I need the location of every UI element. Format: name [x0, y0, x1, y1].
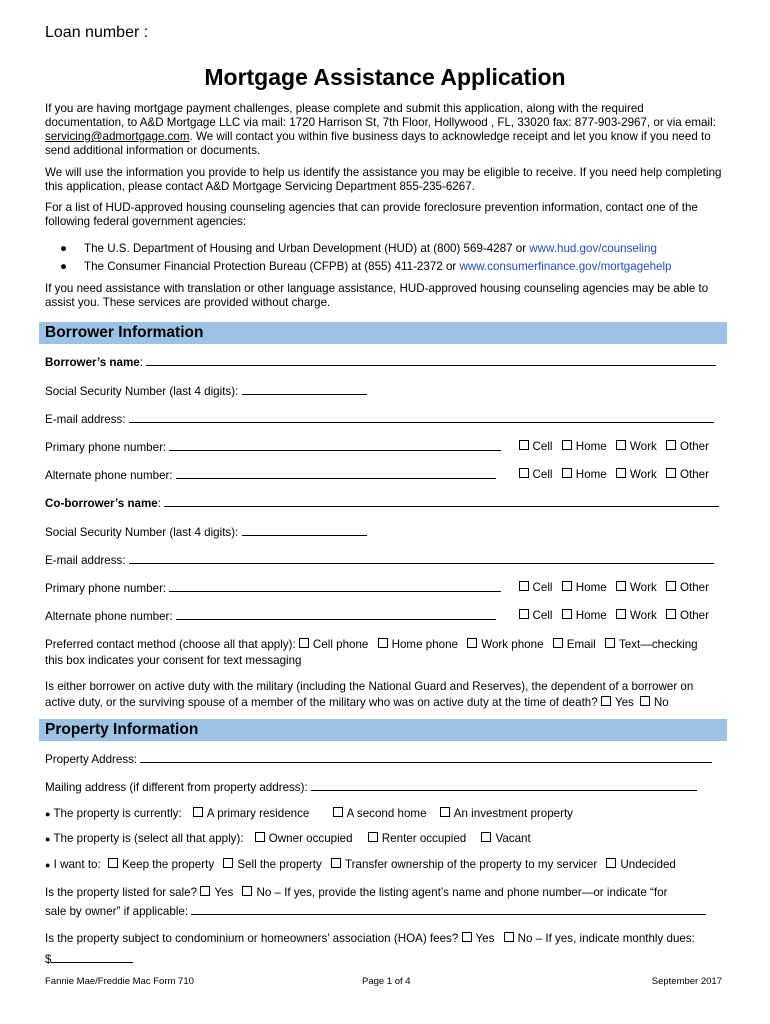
hud-link[interactable]: www.hud.gov/counseling	[529, 242, 657, 255]
contact-cell-phone[interactable]: Cell phone	[299, 636, 368, 654]
listed-question: Is the property listed for sale?	[45, 886, 198, 899]
borrower-primary-phone-row	[45, 438, 725, 456]
bullet-icon: ●	[60, 242, 68, 255]
checkbox-icon[interactable]	[193, 807, 203, 817]
borrower-email-field[interactable]	[129, 410, 714, 423]
intent-label: I want to:	[53, 858, 101, 871]
hoa-no[interactable]: No – If yes, indicate monthly dues:	[504, 930, 695, 948]
borrower-section-heading: Borrower Information	[39, 322, 727, 344]
currently-investment-property[interactable]: An investment property	[440, 805, 573, 823]
borrower-name-label: Borrower’s name	[45, 356, 140, 369]
listing-agent-label: sale by owner” if applicable:	[45, 905, 189, 918]
mailing-address-label: Mailing address (if different from property address):	[45, 781, 308, 794]
servicing-email-link[interactable]: servicing@admortgage.com	[45, 130, 190, 143]
phone-type-home[interactable]: Home	[562, 466, 607, 484]
military-no[interactable]: No	[640, 695, 669, 711]
page-title: Mortgage Assistance Application	[204, 64, 566, 90]
currently-primary-residence[interactable]: A primary residence	[193, 805, 309, 823]
contact-work-phone[interactable]: Work phone	[467, 636, 543, 654]
mailing-address-field[interactable]	[311, 778, 697, 791]
email-label: E-mail address:	[45, 413, 126, 426]
checkbox-icon[interactable]	[562, 581, 572, 591]
checkbox-icon[interactable]	[553, 638, 563, 648]
checkbox-icon[interactable]	[440, 807, 450, 817]
property-address-row	[45, 750, 725, 768]
checkbox-icon[interactable]	[519, 440, 529, 450]
intro-paragraph-1	[45, 102, 725, 158]
checkbox-icon[interactable]	[519, 581, 529, 591]
coborrower-ssn-field[interactable]	[242, 523, 367, 536]
checkbox-icon[interactable]	[601, 696, 611, 706]
intro-p1-text: If you are having mortgage payment challenges, please complete and submit this application, along with the required documentation, to A&D Mortgage LLC via mail: 1720 Harrison St, 7th Floor, Hollywood , FL, 33020 fax: 877-903-2967, or via email:	[45, 102, 716, 129]
intro-paragraph-2: We will use the information you provide to help us identify the assistance you may be eligible to receive. If you need help completing this application, please contact A&D Mortgage Servicing Department 855-235-6267.	[45, 166, 722, 193]
checkbox-icon[interactable]	[504, 932, 514, 942]
checkbox-icon[interactable]	[562, 609, 572, 619]
hoa-row	[45, 930, 725, 948]
vacant[interactable]: Vacant	[481, 830, 530, 848]
phone-type-other[interactable]: Other	[666, 466, 709, 484]
cfpb-text: The Consumer Financial Protection Bureau (CFPB) at (855) 411-2372 or	[84, 260, 460, 273]
coborrower-ssn-row	[45, 523, 725, 541]
property-is-row	[45, 830, 725, 848]
checkbox-icon[interactable]	[200, 886, 210, 896]
borrower-primary-phone-field[interactable]	[169, 438, 501, 451]
coborrower-primary-phone-row	[45, 579, 725, 597]
checkbox-icon[interactable]	[616, 581, 626, 591]
hoa-dues-row	[45, 950, 725, 968]
property-section-heading: Property Information	[39, 719, 727, 741]
checkbox-icon[interactable]	[378, 638, 388, 648]
checkbox-icon[interactable]	[299, 638, 309, 648]
coborrower-alternate-phone-row	[45, 607, 725, 625]
checkbox-icon[interactable]	[666, 581, 676, 591]
intro-p1-text-cont: . We will contact you within five business days to acknowledge receipt and let you know if you need to send additional information or documents.	[45, 130, 711, 157]
coborrower-name-label: Co-borrower’s name	[45, 497, 158, 510]
text-consent-note: this box indicates your consent for text messaging	[45, 654, 302, 667]
sell-property[interactable]: Sell the property	[223, 856, 321, 874]
listed-yes[interactable]: Yes	[200, 884, 233, 902]
phone-type-other[interactable]: Other	[666, 438, 709, 456]
coborrower-email-row	[45, 551, 725, 569]
checkbox-icon[interactable]	[333, 807, 343, 817]
coborrower-primary-phone-field[interactable]	[169, 579, 501, 592]
phone-type-home[interactable]: Home	[562, 607, 607, 625]
primary-phone-label: Primary phone number:	[45, 441, 167, 454]
checkbox-icon[interactable]	[562, 440, 572, 450]
contact-email[interactable]: Email	[553, 636, 596, 654]
phone-type-home[interactable]: Home	[562, 579, 607, 597]
hoa-yes[interactable]: Yes	[462, 930, 495, 948]
phone-type-cell[interactable]: Cell	[519, 579, 553, 597]
primary-phone-label: Primary phone number:	[45, 582, 167, 595]
bullet-icon: ●	[45, 809, 51, 819]
loan-number-label: Loan number :	[45, 24, 149, 41]
phone-type-options	[519, 466, 715, 484]
phone-type-work[interactable]: Work	[616, 466, 657, 484]
phone-type-cell[interactable]: Cell	[519, 438, 553, 456]
footer-form-id: Fannie Mae/Freddie Mac Form 710	[45, 976, 194, 987]
checkbox-icon[interactable]	[666, 468, 676, 478]
owner-occupied[interactable]: Owner occupied	[255, 830, 353, 848]
agency-bullet-hud	[60, 242, 657, 256]
contact-home-phone[interactable]: Home phone	[378, 636, 458, 654]
borrower-name-row	[45, 353, 725, 371]
coborrower-name-row	[45, 494, 725, 512]
phone-type-work[interactable]: Work	[616, 438, 657, 456]
currently-second-home[interactable]: A second home	[333, 805, 427, 823]
checkbox-icon[interactable]	[331, 858, 341, 868]
contact-text[interactable]: Text—checking	[605, 636, 698, 654]
colon: :	[157, 497, 161, 510]
listed-for-sale-row	[45, 884, 725, 902]
listing-agent-field[interactable]	[191, 902, 706, 915]
bullet-icon: ●	[45, 834, 51, 844]
phone-type-options	[519, 438, 715, 456]
military-yes[interactable]: Yes	[601, 695, 634, 711]
phone-type-options	[519, 607, 715, 625]
alternate-phone-label: Alternate phone number:	[45, 610, 173, 623]
borrower-name-field[interactable]	[146, 353, 716, 366]
phone-type-options	[519, 579, 715, 597]
checkbox-icon[interactable]	[616, 468, 626, 478]
borrower-alternate-phone-row	[45, 466, 725, 484]
phone-type-cell[interactable]: Cell	[519, 466, 553, 484]
ssn-label: Social Security Number (last 4 digits):	[45, 385, 239, 398]
bullet-icon: ●	[60, 260, 68, 273]
checkbox-icon[interactable]	[368, 832, 378, 842]
borrower-alternate-phone-field[interactable]	[176, 466, 496, 479]
intro-paragraph-3: For a list of HUD-approved housing counseling agencies that can provide foreclosure prevention information, contact one of the following federal government agencies:	[45, 201, 698, 228]
intent-row	[45, 856, 725, 874]
agency-bullet-cfpb	[60, 260, 672, 274]
footer-date: September 2017	[651, 976, 722, 987]
property-address-label: Property Address:	[45, 753, 138, 766]
bullet-icon: ●	[45, 860, 51, 870]
checkbox-icon[interactable]	[242, 886, 252, 896]
checkbox-icon[interactable]	[108, 858, 118, 868]
phone-type-other[interactable]: Other	[666, 607, 709, 625]
borrower-ssn-row	[45, 382, 725, 400]
phone-type-home[interactable]: Home	[562, 438, 607, 456]
transfer-ownership[interactable]: Transfer ownership of the property to my servicer	[331, 856, 597, 874]
checkbox-icon[interactable]	[616, 440, 626, 450]
mailing-address-row	[45, 778, 725, 796]
undecided[interactable]: Undecided	[606, 856, 675, 874]
checkbox-icon[interactable]	[606, 858, 616, 868]
coborrower-alternate-phone-field[interactable]	[176, 607, 496, 620]
checkbox-icon[interactable]	[616, 609, 626, 619]
renter-occupied[interactable]: Renter occupied	[368, 830, 466, 848]
checkbox-icon[interactable]	[462, 932, 472, 942]
alternate-phone-label: Alternate phone number:	[45, 469, 173, 482]
checkbox-icon[interactable]	[223, 858, 233, 868]
ssn-label: Social Security Number (last 4 digits):	[45, 526, 239, 539]
keep-property[interactable]: Keep the property	[108, 856, 214, 874]
checkbox-icon[interactable]	[605, 638, 615, 648]
phone-type-cell[interactable]: Cell	[519, 607, 553, 625]
checkbox-icon[interactable]	[666, 440, 676, 450]
checkbox-icon[interactable]	[519, 468, 529, 478]
borrower-email-row	[45, 410, 725, 428]
email-label: E-mail address:	[45, 554, 126, 567]
phone-type-work[interactable]: Work	[616, 579, 657, 597]
checkbox-icon[interactable]	[562, 468, 572, 478]
phone-type-work[interactable]: Work	[616, 607, 657, 625]
property-address-field[interactable]	[140, 750, 712, 763]
military-question-text: Is either borrower on active duty with the military (including the National Guard and Reserves), the dependent of a borrower on active duty, or the surviving spouse of a member of the military who was on active duty at the time of death?	[45, 680, 694, 709]
checkbox-icon[interactable]	[666, 609, 676, 619]
dollar-sign: $	[45, 953, 52, 966]
intro-paragraph-4: If you need assistance with translation or other language assistance, HUD-approved housing counseling agencies may be able to assist you. These services are provided without charge.	[45, 282, 709, 309]
hoa-question: Is the property subject to condominium or homeowners’ association (HOA) fees?	[45, 932, 459, 945]
listing-agent-row	[45, 902, 725, 920]
checkbox-icon[interactable]	[519, 609, 529, 619]
property-is-label: The property is (select all that apply):	[53, 832, 244, 845]
colon: :	[139, 356, 143, 369]
coborrower-name-field[interactable]	[164, 494, 719, 507]
checkbox-icon[interactable]	[467, 638, 477, 648]
property-currently-row	[45, 805, 725, 823]
footer-page-number: Page 1 of 4	[362, 976, 411, 987]
borrower-ssn-field[interactable]	[242, 382, 367, 395]
checkbox-icon[interactable]	[481, 832, 491, 842]
property-currently-label: The property is currently:	[53, 807, 182, 820]
checkbox-icon[interactable]	[255, 832, 265, 842]
hoa-dues-field[interactable]	[51, 950, 133, 963]
listed-no[interactable]: No – If yes, provide the listing agent’s name and phone number—or indicate “for	[242, 884, 667, 902]
hud-text: The U.S. Department of Housing and Urban Development (HUD) at (800) 569-4287 or	[84, 242, 530, 255]
military-question	[45, 679, 725, 711]
checkbox-icon[interactable]	[640, 696, 650, 706]
phone-type-other[interactable]: Other	[666, 579, 709, 597]
coborrower-email-field[interactable]	[129, 551, 714, 564]
cfpb-link[interactable]: www.consumerfinance.gov/mortgagehelp	[459, 260, 672, 273]
preferred-contact-label: Preferred contact method (choose all that apply):	[45, 638, 296, 651]
